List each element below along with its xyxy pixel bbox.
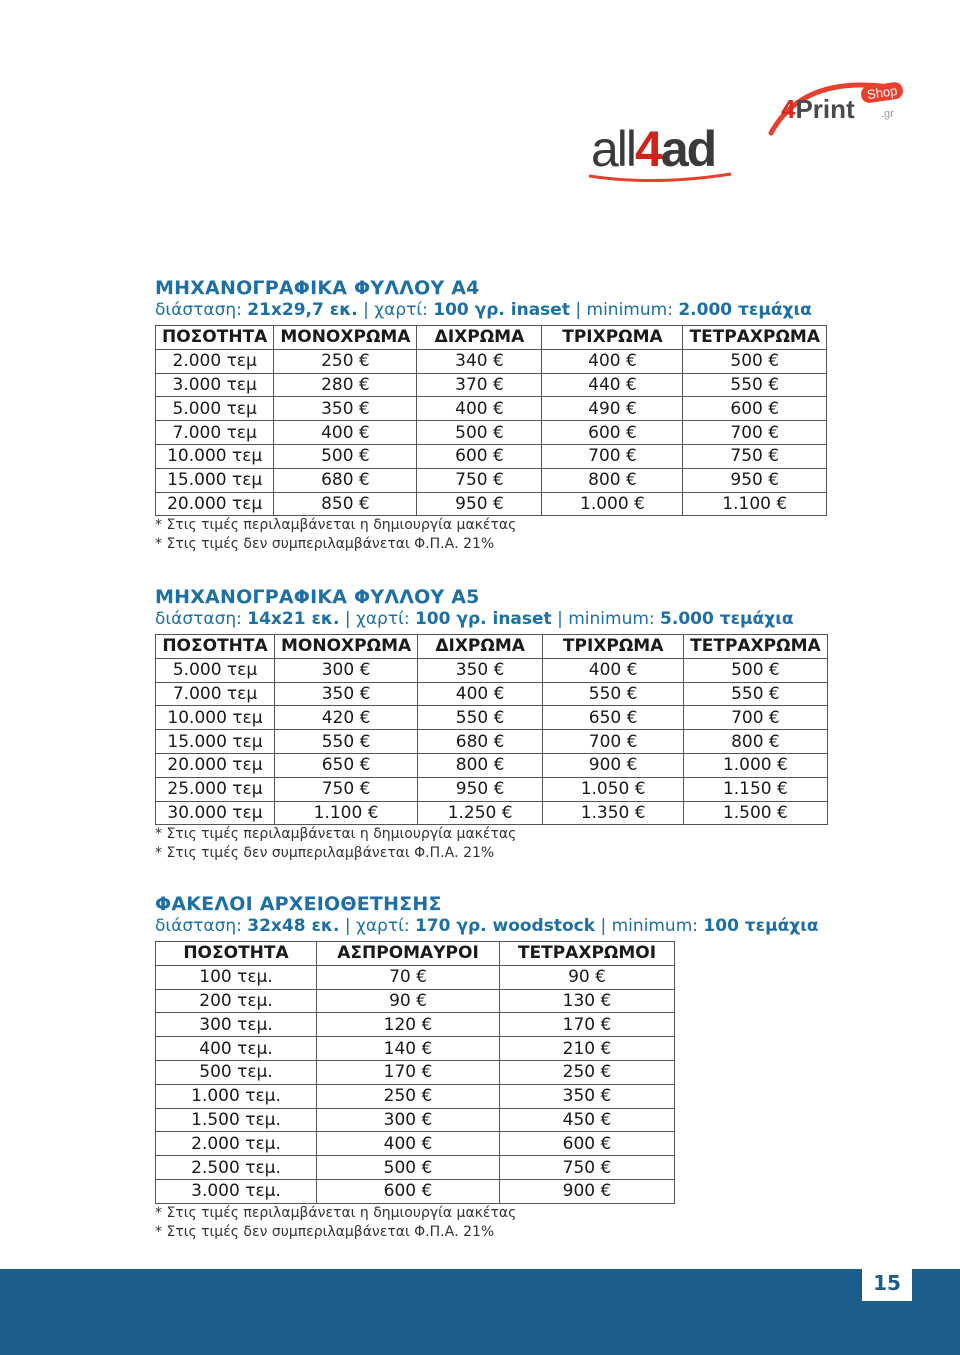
shop-badge: Shop (860, 81, 904, 104)
price-cell: 680 € (418, 730, 543, 754)
price-cell: 1.050 € (543, 777, 684, 801)
paper-value: 170 γρ. woodstock (414, 916, 596, 936)
table-row (156, 468, 827, 492)
price-cell: 750 € (275, 777, 418, 801)
price-cell: 950 € (417, 492, 542, 516)
column-header: ΤΕΤΡΑΧΡΩΜΟΙ (500, 942, 675, 966)
price-cell: 300 € (317, 1108, 500, 1132)
column-header: ΠΟΣΟΤΗΤΑ (156, 942, 317, 966)
quantity-cell: 20.000 τεμ (156, 492, 274, 516)
price-cell: 170 € (317, 1060, 500, 1084)
paper-value: 100 γρ. inaset (414, 609, 552, 629)
price-cell: 210 € (500, 1037, 675, 1061)
price-cell: 900 € (500, 1179, 675, 1203)
price-cell: 1.000 € (684, 753, 828, 777)
column-header: ΤΡΙΧΡΩΜΑ (542, 326, 683, 350)
note-layout: * Στις τιμές περιλαμβάνεται η δημιουργία μακέτας (155, 1204, 517, 1221)
column-header: ΠΟΣΟΤΗΤΑ (156, 326, 274, 350)
quantity-cell: 2.500 τεμ. (156, 1156, 317, 1180)
quantity-cell: 5.000 τεμ (156, 397, 274, 421)
table-row (156, 1156, 675, 1180)
table-row (156, 1108, 675, 1132)
section-spec: διάσταση: 21x29,7 εκ. | χαρτί: 100 γρ. inaset | minimum: 2.000 τεμάχια (155, 300, 812, 320)
price-cell: 400 € (418, 682, 543, 706)
quantity-cell: 20.000 τεμ (156, 753, 275, 777)
price-cell: 170 € (500, 1013, 675, 1037)
paper-value: 100 γρ. inaset (433, 300, 570, 320)
price-cell: 550 € (543, 682, 684, 706)
size-label: διάσταση: (155, 916, 242, 936)
table-row (156, 730, 828, 754)
price-table (155, 634, 828, 825)
size-value: 21x29,7 εκ. (247, 300, 358, 320)
price-cell: 1.000 € (542, 492, 683, 516)
price-cell: 550 € (683, 373, 827, 397)
quantity-cell: 7.000 τεμ (156, 421, 274, 445)
table-row (156, 1084, 675, 1108)
price-cell: 400 € (417, 397, 542, 421)
price-cell: 500 € (683, 349, 827, 373)
size-value: 14x21 εκ. (247, 609, 340, 629)
price-cell: 1.500 € (684, 801, 828, 825)
table-row (156, 444, 827, 468)
quantity-cell: 10.000 τεμ (156, 444, 274, 468)
price-cell: 950 € (683, 468, 827, 492)
price-cell: 350 € (418, 658, 543, 682)
price-cell: 400 € (543, 658, 684, 682)
quantity-cell: 400 τεμ. (156, 1037, 317, 1061)
price-cell: 550 € (684, 682, 828, 706)
price-cell: 350 € (275, 682, 418, 706)
size-label: διάσταση: (155, 609, 242, 629)
price-cell: 300 € (275, 658, 418, 682)
column-header: ΤΡΙΧΡΩΜΑ (543, 635, 684, 659)
note-vat: * Στις τιμές δεν συμπεριλαμβάνεται Φ.Π.Α. 21% (155, 1223, 495, 1240)
min-value: 5.000 τεμάχια (660, 609, 794, 629)
quantity-cell: 15.000 τεμ (156, 730, 275, 754)
size-label: διάσταση: (155, 300, 242, 320)
price-cell: 900 € (543, 753, 684, 777)
logo-swoosh-graphic (585, 170, 735, 186)
column-header: ΜΟΝΟΧΡΩΜΑ (274, 326, 417, 350)
table-row (156, 1013, 675, 1037)
price-cell: 550 € (418, 706, 543, 730)
price-cell: 1.100 € (275, 801, 418, 825)
note-layout: * Στις τιμές περιλαμβάνεται η δημιουργία μακέτας (155, 826, 517, 843)
section-title: ΦΑΚΕΛΟΙ ΑΡΧΕΙΟΘΕΤΗΣΗΣ (155, 893, 442, 915)
quantity-cell: 500 τεμ. (156, 1060, 317, 1084)
quantity-cell: 15.000 τεμ (156, 468, 274, 492)
price-cell: 600 € (542, 421, 683, 445)
price-cell: 800 € (542, 468, 683, 492)
min-label: minimum: (568, 609, 655, 629)
price-cell: 120 € (317, 1013, 500, 1037)
logo-text-4: 4 (635, 121, 661, 177)
price-cell: 400 € (317, 1132, 500, 1156)
price-cell: 440 € (542, 373, 683, 397)
quantity-cell: 3.000 τεμ (156, 373, 274, 397)
price-cell: 450 € (500, 1108, 675, 1132)
price-cell: 750 € (500, 1156, 675, 1180)
price-cell: 850 € (274, 492, 417, 516)
price-cell: 90 € (500, 965, 675, 989)
table-header-row (156, 326, 827, 350)
quantity-cell: 100 τεμ. (156, 965, 317, 989)
min-label: minimum: (611, 916, 698, 936)
table-row (156, 1037, 675, 1061)
paper-label: χαρτί: (374, 300, 428, 320)
column-header: ΔΙΧΡΩΜΑ (417, 326, 542, 350)
price-cell: 500 € (417, 421, 542, 445)
price-cell: 550 € (275, 730, 418, 754)
logo-gr-text: .gr (881, 108, 894, 120)
price-cell: 700 € (542, 444, 683, 468)
price-cell: 250 € (317, 1084, 500, 1108)
logo-print-4: 4 (781, 94, 796, 124)
price-cell: 370 € (417, 373, 542, 397)
price-cell: 1.350 € (543, 801, 684, 825)
quantity-cell: 2.000 τεμ. (156, 1132, 317, 1156)
section-a5 (155, 586, 828, 863)
price-cell: 280 € (274, 373, 417, 397)
price-cell: 70 € (317, 965, 500, 989)
table-row (156, 965, 675, 989)
quantity-cell: 200 τεμ. (156, 989, 317, 1013)
section-a4 (155, 277, 827, 554)
price-cell: 680 € (274, 468, 417, 492)
price-cell: 140 € (317, 1037, 500, 1061)
column-header: ΜΟΝΟΧΡΩΜΑ (275, 635, 418, 659)
quantity-cell: 7.000 τεμ (156, 682, 275, 706)
price-cell: 90 € (317, 989, 500, 1013)
price-cell: 500 € (274, 444, 417, 468)
price-cell: 250 € (274, 349, 417, 373)
price-cell: 600 € (417, 444, 542, 468)
table-row (156, 753, 828, 777)
price-cell: 950 € (418, 777, 543, 801)
price-cell: 800 € (684, 730, 828, 754)
table-row (156, 421, 827, 445)
quantity-cell: 10.000 τεμ (156, 706, 275, 730)
logo-text-ad: ad (660, 121, 716, 177)
column-header: ΠΟΣΟΤΗΤΑ (156, 635, 275, 659)
price-cell: 1.150 € (684, 777, 828, 801)
price-cell: 340 € (417, 349, 542, 373)
price-cell: 700 € (543, 730, 684, 754)
price-cell: 700 € (683, 421, 827, 445)
footer-bar (0, 1269, 960, 1355)
table-row (156, 989, 675, 1013)
quantity-cell: 1.500 τεμ. (156, 1108, 317, 1132)
section-title: ΜΗΧΑΝΟΓΡΑΦΙΚΑ ΦΥΛΛΟΥ Α4 (155, 277, 480, 299)
quantity-cell: 30.000 τεμ (156, 801, 275, 825)
logo-area (585, 78, 925, 188)
table-row (156, 1060, 675, 1084)
min-value: 2.000 τεμάχια (678, 300, 812, 320)
section-folders (155, 893, 819, 1242)
table-row (156, 658, 828, 682)
price-cell: 600 € (500, 1132, 675, 1156)
all4ad-logo (591, 121, 716, 177)
price-cell: 420 € (275, 706, 418, 730)
price-cell: 350 € (274, 397, 417, 421)
table-row (156, 801, 828, 825)
price-cell: 1.250 € (418, 801, 543, 825)
section-title: ΜΗΧΑΝΟΓΡΑΦΙΚΑ ΦΥΛΛΟΥ Α5 (155, 586, 480, 608)
price-cell: 750 € (683, 444, 827, 468)
section-spec: διάσταση: 14x21 εκ. | χαρτί: 100 γρ. inaset | minimum: 5.000 τεμάχια (155, 609, 794, 629)
table-row (156, 706, 828, 730)
logo-text-all: all (591, 121, 636, 177)
price-cell: 800 € (418, 753, 543, 777)
column-header: ΤΕΤΡΑΧΡΩΜΑ (683, 326, 827, 350)
table-row (156, 1179, 675, 1203)
price-cell: 490 € (542, 397, 683, 421)
price-cell: 250 € (500, 1060, 675, 1084)
page-number: 15 (873, 1271, 901, 1295)
note-vat: * Στις τιμές δεν συμπεριλαμβάνεται Φ.Π.Α. 21% (155, 536, 495, 553)
price-table (155, 325, 827, 516)
table-row (156, 373, 827, 397)
size-value: 32x48 εκ. (247, 916, 340, 936)
note-vat: * Στις τιμές δεν συμπεριλαμβάνεται Φ.Π.Α. 21% (155, 845, 495, 862)
price-cell: 130 € (500, 989, 675, 1013)
quantity-cell: 300 τεμ. (156, 1013, 317, 1037)
quantity-cell: 25.000 τεμ (156, 777, 275, 801)
table-header-row (156, 942, 675, 966)
price-cell: 350 € (500, 1084, 675, 1108)
table-header-row (156, 635, 828, 659)
table-row (156, 397, 827, 421)
table-row (156, 1132, 675, 1156)
paper-label: χαρτί: (356, 609, 410, 629)
table-row (156, 777, 828, 801)
section-spec: διάσταση: 32x48 εκ. | χαρτί: 170 γρ. woodstock | minimum: 100 τεμάχια (155, 916, 819, 936)
price-cell: 700 € (684, 706, 828, 730)
table-row (156, 492, 827, 516)
column-header: ΑΣΠΡΟΜΑΥΡΟΙ (317, 942, 500, 966)
column-header: ΤΕΤΡΑΧΡΩΜΑ (684, 635, 828, 659)
price-cell: 600 € (317, 1179, 500, 1203)
min-label: minimum: (586, 300, 673, 320)
table-row (156, 682, 828, 706)
price-cell: 600 € (683, 397, 827, 421)
price-cell: 400 € (274, 421, 417, 445)
paper-label: χαρτί: (356, 916, 410, 936)
table-row (156, 349, 827, 373)
quantity-cell: 1.000 τεμ. (156, 1084, 317, 1108)
column-header: ΔΙΧΡΩΜΑ (418, 635, 543, 659)
min-value: 100 τεμάχια (703, 916, 819, 936)
price-cell: 650 € (543, 706, 684, 730)
price-cell: 650 € (275, 753, 418, 777)
quantity-cell: 3.000 τεμ. (156, 1179, 317, 1203)
price-cell: 750 € (417, 468, 542, 492)
price-cell: 400 € (542, 349, 683, 373)
note-layout: * Στις τιμές περιλαμβάνεται η δημιουργία μακέτας (155, 517, 517, 534)
logo-print-text: Print (795, 94, 855, 124)
price-cell: 500 € (684, 658, 828, 682)
price-cell: 1.100 € (683, 492, 827, 516)
quantity-cell: 5.000 τεμ (156, 658, 275, 682)
4print-logo (781, 94, 855, 125)
quantity-cell: 2.000 τεμ (156, 349, 274, 373)
price-cell: 500 € (317, 1156, 500, 1180)
price-table (155, 941, 675, 1204)
